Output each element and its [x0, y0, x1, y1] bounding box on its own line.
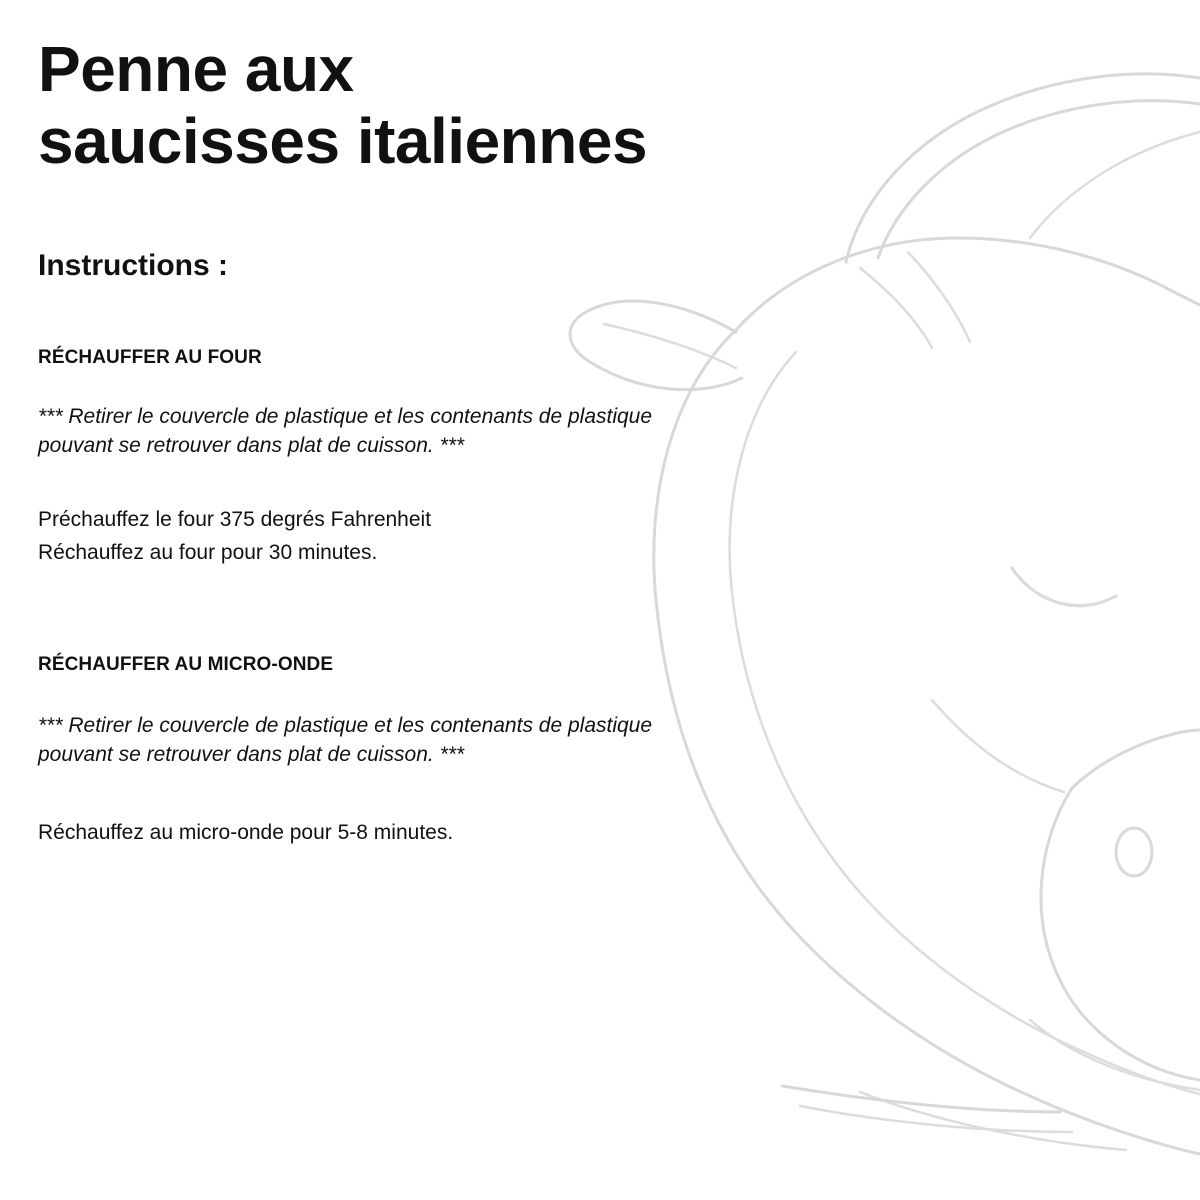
- section-heading-microwave: RÉCHAUFFER AU MICRO-ONDE: [38, 654, 334, 676]
- instructions-heading: Instructions :: [38, 249, 229, 283]
- section-microwave: [38, 654, 660, 848]
- oven-step-preheat: Préchauffez le four 375 degrés Fahrenheit: [38, 508, 432, 532]
- section-warning-oven: *** Retirer le couvercle de plastique et les contenants de plastique pouvant se retrouver dans plat de cuisson. ***: [38, 405, 653, 458]
- microwave-step-time: Réchauffez au micro-onde pour 5-8 minutes.: [38, 821, 454, 845]
- oven-step-time: Réchauffez au four pour 30 minutes.: [38, 540, 378, 564]
- section-heading-oven: RÉCHAUFFER AU FOUR: [38, 347, 262, 369]
- section-oven: [38, 347, 660, 568]
- recipe-card-content: [0, 0, 700, 849]
- page-title: Penne aux saucisses italiennes: [38, 33, 648, 177]
- section-warning-microwave: *** Retirer le couvercle de plastique et les contenants de plastique pouvant se retrouver dans plat de cuisson. ***: [38, 714, 653, 767]
